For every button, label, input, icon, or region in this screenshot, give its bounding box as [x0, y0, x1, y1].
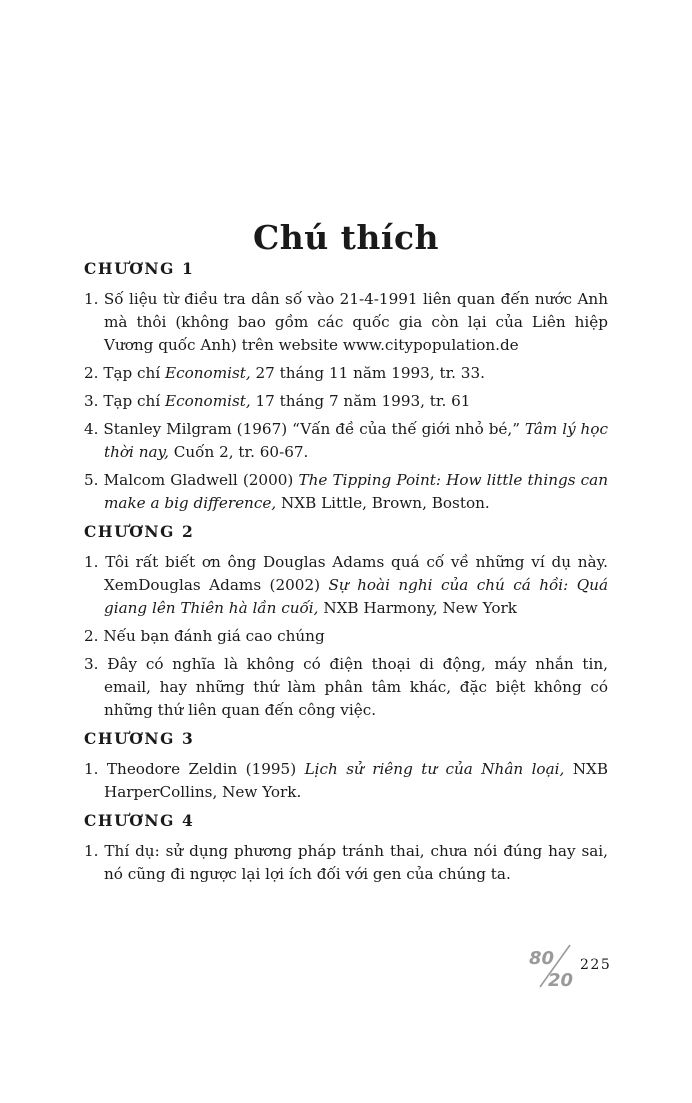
notes-list — [84, 840, 608, 886]
endnote-text: 1. Thí dụ: sử dụng phương pháp tránh thai, chưa nói đúng hay sai, nó cũng đi ngược lại lợi ích đối với gen của chúng ta. — [84, 842, 608, 883]
80-20-logo-icon — [528, 942, 578, 990]
page-number: 225 — [580, 957, 612, 973]
endnote-text: 4. Stanley Milgram (1967) “Vấn đề của thế giới nhỏ bé,” — [84, 420, 525, 438]
endnote-text: 1. Số liệu từ điều tra dân số vào 21-4-1991 liên quan đến nước Anh mà thôi (không bao gồm các quốc gia còn lại của Liên hiệp Vương quốc Anh) trên website www.citypopulation.de — [84, 290, 608, 354]
endnote-item — [84, 362, 608, 385]
endnotes-content — [84, 258, 608, 892]
endnote-text: NXB Harmony, New York — [318, 599, 517, 617]
endnote-text: Cuốn 2, tr. 60-67. — [168, 443, 309, 461]
endnote-item — [84, 288, 608, 357]
notes-list — [84, 551, 608, 722]
notes-list — [84, 288, 608, 515]
page-footer — [528, 942, 618, 990]
endnote-text: 5. Malcom Gladwell (2000) — [84, 471, 299, 489]
notes-list — [84, 758, 608, 804]
endnote-item — [84, 551, 608, 620]
chapter-heading: CHƯƠNG 3 — [84, 729, 195, 748]
endnote-item — [84, 625, 608, 648]
endnote-item — [84, 840, 608, 886]
chapter-section — [84, 258, 608, 515]
endnote-item — [84, 418, 608, 464]
endnote-text: 2. Tạp chí — [84, 364, 166, 382]
logo-top-number: 80 — [529, 948, 555, 969]
endnote-text: 1. Tôi rất biết ơn ông Douglas Adams quá cố về những ví dụ này. XemDouglas Adams (2002) — [84, 553, 608, 594]
endnote-item — [84, 653, 608, 722]
endnote-italic-title: Economist, — [165, 392, 251, 410]
page-title: Chú thích — [252, 218, 440, 258]
endnote-item — [84, 469, 608, 515]
chapter-section — [84, 521, 608, 722]
chapter-section — [84, 810, 608, 886]
endnote-text: 2. Nếu bạn đánh giá cao chúng — [84, 627, 325, 645]
endnote-text: 1. Theodore Zeldin (1995) — [84, 760, 305, 778]
endnote-item — [84, 390, 608, 413]
endnote-italic-title: Sự hoài nghi của chú cá hồi: Quá giang lên Thiên hà lần cuối, — [104, 576, 609, 617]
endnote-italic-title: Economist, — [165, 364, 251, 382]
endnote-text: NXB Little, Brown, Boston. — [276, 494, 490, 512]
endnote-text: 3. Tạp chí — [84, 392, 166, 410]
endnote-text: 27 tháng 11 năm 1993, tr. 33. — [250, 364, 485, 382]
endnote-italic-title: Lịch sử riêng tư của Nhân loại, — [304, 760, 565, 778]
endnote-item — [84, 758, 608, 804]
endnote-italic-title: Tâm lý học thời nay, — [104, 420, 608, 461]
chapter-section — [84, 728, 608, 804]
chapter-heading: CHƯƠNG 4 — [84, 811, 195, 830]
chapter-heading: CHƯƠNG 1 — [84, 259, 195, 278]
endnote-text: NXB HarperCollins, New York. — [104, 760, 609, 801]
endnote-text: 17 tháng 7 năm 1993, tr. 61 — [250, 392, 471, 410]
endnote-text: 3. Đây có nghĩa là không có điện thoại di động, máy nhắn tin, email, hay những thứ làm phân tâm khác, đặc biệt không có những thứ liên quan đến công việc. — [84, 655, 608, 719]
endnote-italic-title: The Tipping Point: How little things can make a big difference, — [104, 471, 608, 512]
chapter-heading: CHƯƠNG 2 — [84, 522, 195, 541]
logo-bottom-number: 20 — [548, 970, 574, 990]
